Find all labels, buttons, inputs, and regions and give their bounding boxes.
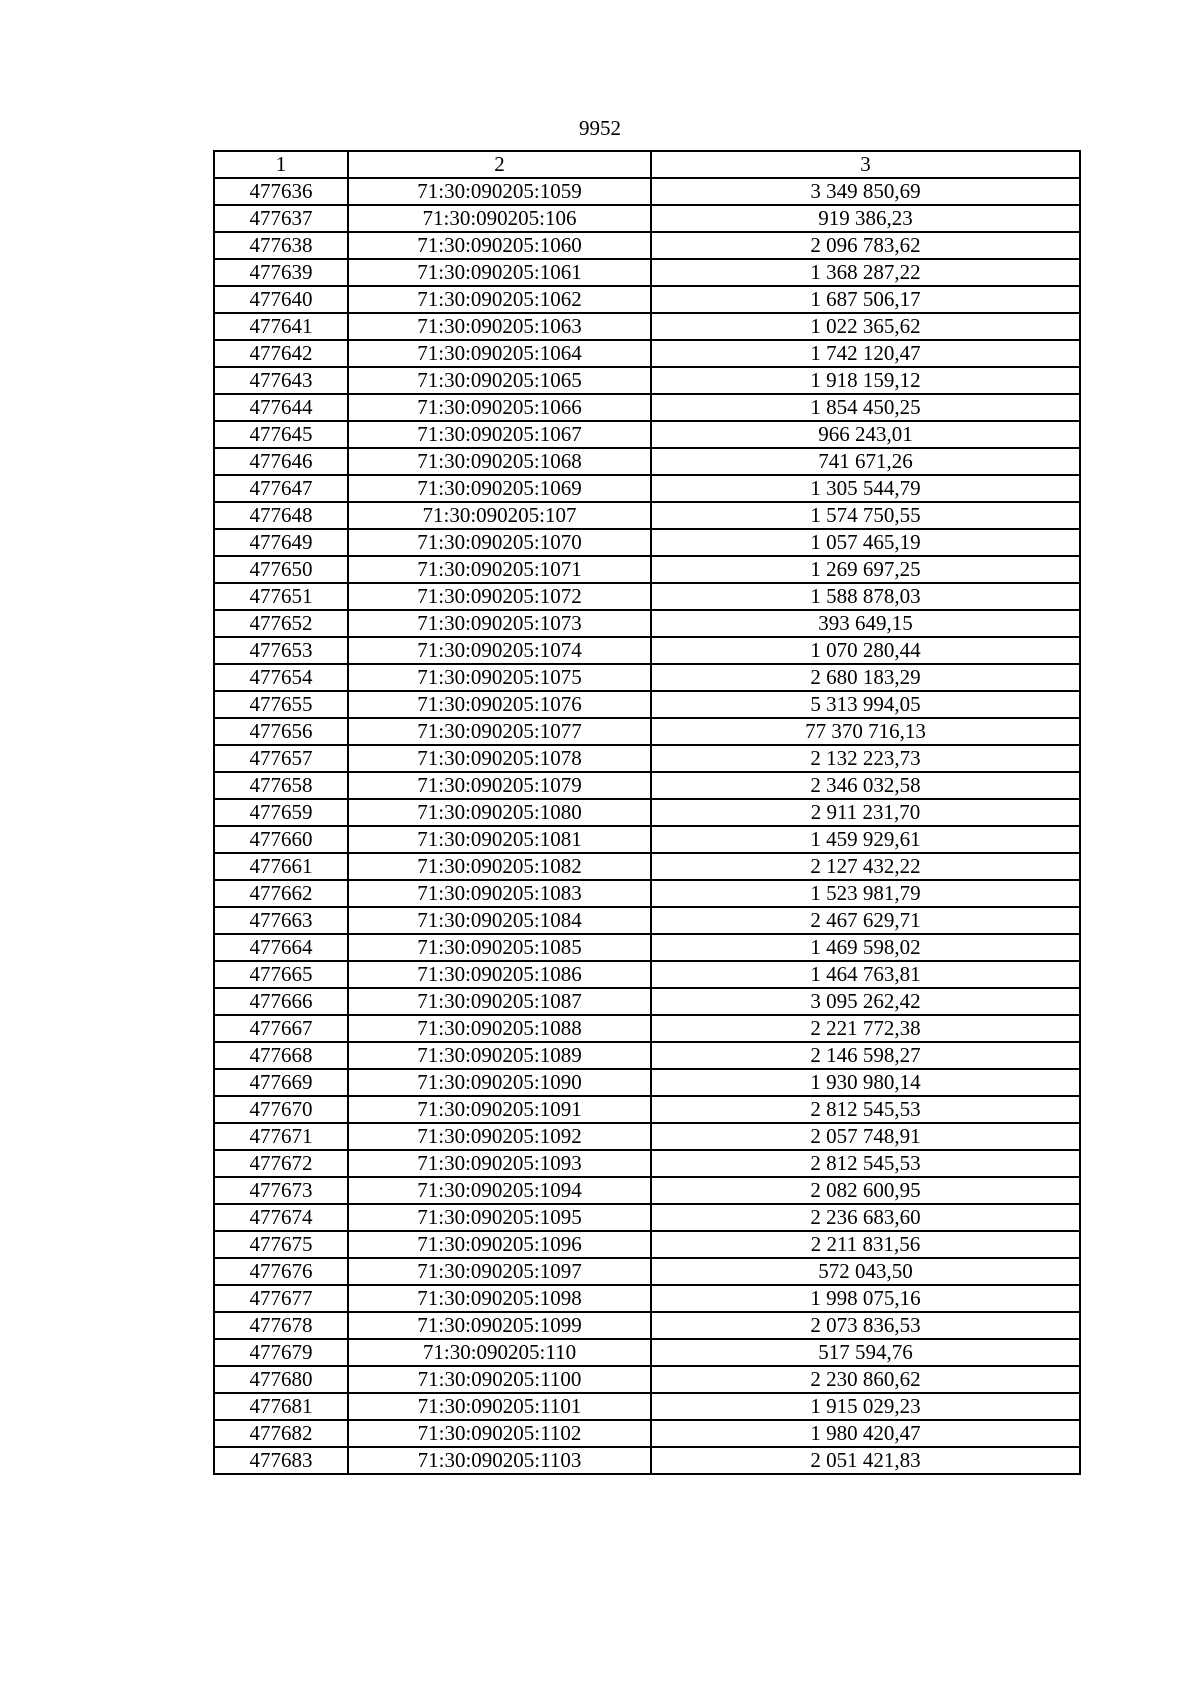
row-number-cell: 477650: [214, 556, 348, 583]
cadastral-value-cell: 5 313 994,05: [651, 691, 1080, 718]
row-number-cell: 477680: [214, 1366, 348, 1393]
cadastral-value-cell: 741 671,26: [651, 448, 1080, 475]
cadastral-number-cell: 71:30:090205:1092: [348, 1123, 651, 1150]
cadastral-number-cell: 71:30:090205:1091: [348, 1096, 651, 1123]
cadastral-value-cell: 517 594,76: [651, 1339, 1080, 1366]
cadastral-value-cell: 1 459 929,61: [651, 826, 1080, 853]
table-row: [214, 907, 1080, 934]
cadastral-number-cell: 71:30:090205:1077: [348, 718, 651, 745]
cadastral-number-cell: 71:30:090205:1068: [348, 448, 651, 475]
table-row: [214, 1312, 1080, 1339]
row-number-cell: 477670: [214, 1096, 348, 1123]
row-number-cell: 477677: [214, 1285, 348, 1312]
table-row: [214, 1420, 1080, 1447]
table-row: [214, 988, 1080, 1015]
cadastral-value-cell: 2 073 836,53: [651, 1312, 1080, 1339]
cadastral-value-cell: 1 915 029,23: [651, 1393, 1080, 1420]
row-number-cell: 477656: [214, 718, 348, 745]
row-number-cell: 477676: [214, 1258, 348, 1285]
row-number-cell: 477660: [214, 826, 348, 853]
cadastral-value-cell: 77 370 716,13: [651, 718, 1080, 745]
row-number-cell: 477640: [214, 286, 348, 313]
cadastral-value-cell: 2 132 223,73: [651, 745, 1080, 772]
table-row: [214, 1150, 1080, 1177]
table-body: [214, 151, 1080, 1474]
row-number-cell: 477641: [214, 313, 348, 340]
cadastral-value-cell: 1 980 420,47: [651, 1420, 1080, 1447]
cadastral-value-cell: 1 998 075,16: [651, 1285, 1080, 1312]
cadastral-number-cell: 71:30:090205:1066: [348, 394, 651, 421]
table-row: [214, 178, 1080, 205]
table-row: [214, 1069, 1080, 1096]
row-number-cell: 477651: [214, 583, 348, 610]
row-number-cell: 477674: [214, 1204, 348, 1231]
table-row: [214, 826, 1080, 853]
table-row: [214, 475, 1080, 502]
row-number-cell: 477667: [214, 1015, 348, 1042]
table-row: [214, 664, 1080, 691]
table-header-row: [214, 151, 1080, 178]
row-number-cell: 477643: [214, 367, 348, 394]
cadastral-value-cell: 2 146 598,27: [651, 1042, 1080, 1069]
cadastral-number-cell: 71:30:090205:1061: [348, 259, 651, 286]
cadastral-number-cell: 71:30:090205:1097: [348, 1258, 651, 1285]
cadastral-value-cell: 1 022 365,62: [651, 313, 1080, 340]
cadastral-number-cell: 71:30:090205:1063: [348, 313, 651, 340]
cadastral-value-cell: 2 211 831,56: [651, 1231, 1080, 1258]
table-row: [214, 718, 1080, 745]
table-row: [214, 610, 1080, 637]
table-row: [214, 745, 1080, 772]
cadastral-number-cell: 71:30:090205:110: [348, 1339, 651, 1366]
table-row: [214, 286, 1080, 313]
column-header-2: 2: [348, 151, 651, 178]
row-number-cell: 477675: [214, 1231, 348, 1258]
row-number-cell: 477662: [214, 880, 348, 907]
table-row: [214, 205, 1080, 232]
cadastral-number-cell: 71:30:090205:1086: [348, 961, 651, 988]
cadastral-value-cell: 1 588 878,03: [651, 583, 1080, 610]
cadastral-number-cell: 71:30:090205:1078: [348, 745, 651, 772]
row-number-cell: 477673: [214, 1177, 348, 1204]
table-row: [214, 1204, 1080, 1231]
cadastral-value-cell: 1 305 544,79: [651, 475, 1080, 502]
cadastral-value-cell: 2 467 629,71: [651, 907, 1080, 934]
cadastral-value-cell: 2 680 183,29: [651, 664, 1080, 691]
table-row: [214, 1015, 1080, 1042]
table-row: [214, 1258, 1080, 1285]
cadastral-number-cell: 71:30:090205:1090: [348, 1069, 651, 1096]
row-number-cell: 477666: [214, 988, 348, 1015]
row-number-cell: 477671: [214, 1123, 348, 1150]
row-number-cell: 477657: [214, 745, 348, 772]
table-row: [214, 772, 1080, 799]
table-row: [214, 691, 1080, 718]
cadastral-number-cell: 71:30:090205:1075: [348, 664, 651, 691]
cadastral-number-cell: 71:30:090205:1076: [348, 691, 651, 718]
column-header-1: 1: [214, 151, 348, 178]
cadastral-number-cell: 71:30:090205:1062: [348, 286, 651, 313]
cadastral-value-cell: 2 082 600,95: [651, 1177, 1080, 1204]
cadastral-number-cell: 71:30:090205:1102: [348, 1420, 651, 1447]
cadastral-value-cell: 3 095 262,42: [651, 988, 1080, 1015]
row-number-cell: 477647: [214, 475, 348, 502]
register-table: [213, 150, 1081, 1475]
table-row: [214, 1366, 1080, 1393]
cadastral-number-cell: 71:30:090205:1065: [348, 367, 651, 394]
table-row: [214, 529, 1080, 556]
cadastral-number-cell: 71:30:090205:1064: [348, 340, 651, 367]
table-row: [214, 421, 1080, 448]
row-number-cell: 477665: [214, 961, 348, 988]
cadastral-value-cell: 1 469 598,02: [651, 934, 1080, 961]
row-number-cell: 477637: [214, 205, 348, 232]
table-row: [214, 637, 1080, 664]
table-row: [214, 583, 1080, 610]
row-number-cell: 477681: [214, 1393, 348, 1420]
cadastral-number-cell: 71:30:090205:1089: [348, 1042, 651, 1069]
cadastral-value-cell: 1 269 697,25: [651, 556, 1080, 583]
table-row: [214, 1339, 1080, 1366]
cadastral-value-cell: 572 043,50: [651, 1258, 1080, 1285]
row-number-cell: 477668: [214, 1042, 348, 1069]
table-row: [214, 556, 1080, 583]
table-row: [214, 367, 1080, 394]
table-row: [214, 853, 1080, 880]
cadastral-number-cell: 71:30:090205:1060: [348, 232, 651, 259]
cadastral-value-cell: 1 854 450,25: [651, 394, 1080, 421]
row-number-cell: 477644: [214, 394, 348, 421]
cadastral-number-cell: 71:30:090205:1087: [348, 988, 651, 1015]
cadastral-number-cell: 71:30:090205:1071: [348, 556, 651, 583]
row-number-cell: 477638: [214, 232, 348, 259]
table-row: [214, 1285, 1080, 1312]
row-number-cell: 477664: [214, 934, 348, 961]
table-row: [214, 448, 1080, 475]
cadastral-value-cell: 1 687 506,17: [651, 286, 1080, 313]
cadastral-number-cell: 71:30:090205:1069: [348, 475, 651, 502]
row-number-cell: 477672: [214, 1150, 348, 1177]
row-number-cell: 477683: [214, 1447, 348, 1474]
cadastral-number-cell: 71:30:090205:1067: [348, 421, 651, 448]
cadastral-value-cell: 2 221 772,38: [651, 1015, 1080, 1042]
cadastral-value-cell: 2 812 545,53: [651, 1150, 1080, 1177]
table-row: [214, 799, 1080, 826]
cadastral-value-cell: 1 464 763,81: [651, 961, 1080, 988]
cadastral-value-cell: 2 230 860,62: [651, 1366, 1080, 1393]
row-number-cell: 477653: [214, 637, 348, 664]
row-number-cell: 477652: [214, 610, 348, 637]
cadastral-number-cell: 71:30:090205:1070: [348, 529, 651, 556]
cadastral-number-cell: 71:30:090205:1099: [348, 1312, 651, 1339]
cadastral-number-cell: 71:30:090205:1072: [348, 583, 651, 610]
table-row: [214, 340, 1080, 367]
row-number-cell: 477636: [214, 178, 348, 205]
row-number-cell: 477663: [214, 907, 348, 934]
table-row: [214, 1096, 1080, 1123]
row-number-cell: 477658: [214, 772, 348, 799]
cadastral-value-cell: 1 930 980,14: [651, 1069, 1080, 1096]
cadastral-value-cell: 2 236 683,60: [651, 1204, 1080, 1231]
cadastral-number-cell: 71:30:090205:1094: [348, 1177, 651, 1204]
table-row: [214, 1123, 1080, 1150]
cadastral-value-cell: 1 918 159,12: [651, 367, 1080, 394]
cadastral-value-cell: 1 070 280,44: [651, 637, 1080, 664]
page-number: 9952: [579, 116, 621, 140]
cadastral-number-cell: 71:30:090205:1096: [348, 1231, 651, 1258]
table-row: [214, 961, 1080, 988]
cadastral-number-cell: 71:30:090205:107: [348, 502, 651, 529]
row-number-cell: 477646: [214, 448, 348, 475]
row-number-cell: 477642: [214, 340, 348, 367]
row-number-cell: 477661: [214, 853, 348, 880]
cadastral-number-cell: 71:30:090205:1085: [348, 934, 651, 961]
row-number-cell: 477669: [214, 1069, 348, 1096]
table-row: [214, 1042, 1080, 1069]
row-number-cell: 477645: [214, 421, 348, 448]
cadastral-value-cell: 1 742 120,47: [651, 340, 1080, 367]
cadastral-number-cell: 71:30:090205:1103: [348, 1447, 651, 1474]
row-number-cell: 477678: [214, 1312, 348, 1339]
cadastral-value-cell: 1 574 750,55: [651, 502, 1080, 529]
cadastral-value-cell: 2 911 231,70: [651, 799, 1080, 826]
table-row: [214, 1231, 1080, 1258]
cadastral-number-cell: 71:30:090205:1073: [348, 610, 651, 637]
cadastral-number-cell: 71:30:090205:1095: [348, 1204, 651, 1231]
cadastral-number-cell: 71:30:090205:1080: [348, 799, 651, 826]
table-row: [214, 880, 1080, 907]
cadastral-number-cell: 71:30:090205:1093: [348, 1150, 651, 1177]
table-row: [214, 1447, 1080, 1474]
cadastral-number-cell: 71:30:090205:1079: [348, 772, 651, 799]
row-number-cell: 477679: [214, 1339, 348, 1366]
cadastral-number-cell: 71:30:090205:1100: [348, 1366, 651, 1393]
cadastral-number-cell: 71:30:090205:1081: [348, 826, 651, 853]
cadastral-number-cell: 71:30:090205:1083: [348, 880, 651, 907]
cadastral-value-cell: 2 127 432,22: [651, 853, 1080, 880]
cadastral-value-cell: 1 523 981,79: [651, 880, 1080, 907]
row-number-cell: 477655: [214, 691, 348, 718]
table-row: [214, 232, 1080, 259]
cadastral-number-cell: 71:30:090205:106: [348, 205, 651, 232]
cadastral-number-cell: 71:30:090205:1082: [348, 853, 651, 880]
column-header-3: 3: [651, 151, 1080, 178]
cadastral-value-cell: 2 346 032,58: [651, 772, 1080, 799]
row-number-cell: 477648: [214, 502, 348, 529]
cadastral-value-cell: 3 349 850,69: [651, 178, 1080, 205]
table-row: [214, 394, 1080, 421]
cadastral-number-cell: 71:30:090205:1074: [348, 637, 651, 664]
cadastral-value-cell: 2 096 783,62: [651, 232, 1080, 259]
cadastral-value-cell: 1 057 465,19: [651, 529, 1080, 556]
cadastral-value-cell: 919 386,23: [651, 205, 1080, 232]
row-number-cell: 477639: [214, 259, 348, 286]
cadastral-value-cell: 966 243,01: [651, 421, 1080, 448]
row-number-cell: 477682: [214, 1420, 348, 1447]
table-row: [214, 502, 1080, 529]
cadastral-value-cell: 393 649,15: [651, 610, 1080, 637]
cadastral-number-cell: 71:30:090205:1084: [348, 907, 651, 934]
row-number-cell: 477659: [214, 799, 348, 826]
table-row: [214, 313, 1080, 340]
cadastral-number-cell: 71:30:090205:1101: [348, 1393, 651, 1420]
row-number-cell: 477654: [214, 664, 348, 691]
cadastral-value-cell: 2 051 421,83: [651, 1447, 1080, 1474]
cadastral-number-cell: 71:30:090205:1098: [348, 1285, 651, 1312]
table-row: [214, 934, 1080, 961]
cadastral-number-cell: 71:30:090205:1059: [348, 178, 651, 205]
cadastral-value-cell: 2 812 545,53: [651, 1096, 1080, 1123]
table-row: [214, 259, 1080, 286]
cadastral-value-cell: 2 057 748,91: [651, 1123, 1080, 1150]
table-row: [214, 1393, 1080, 1420]
row-number-cell: 477649: [214, 529, 348, 556]
table-row: [214, 1177, 1080, 1204]
cadastral-value-cell: 1 368 287,22: [651, 259, 1080, 286]
cadastral-number-cell: 71:30:090205:1088: [348, 1015, 651, 1042]
